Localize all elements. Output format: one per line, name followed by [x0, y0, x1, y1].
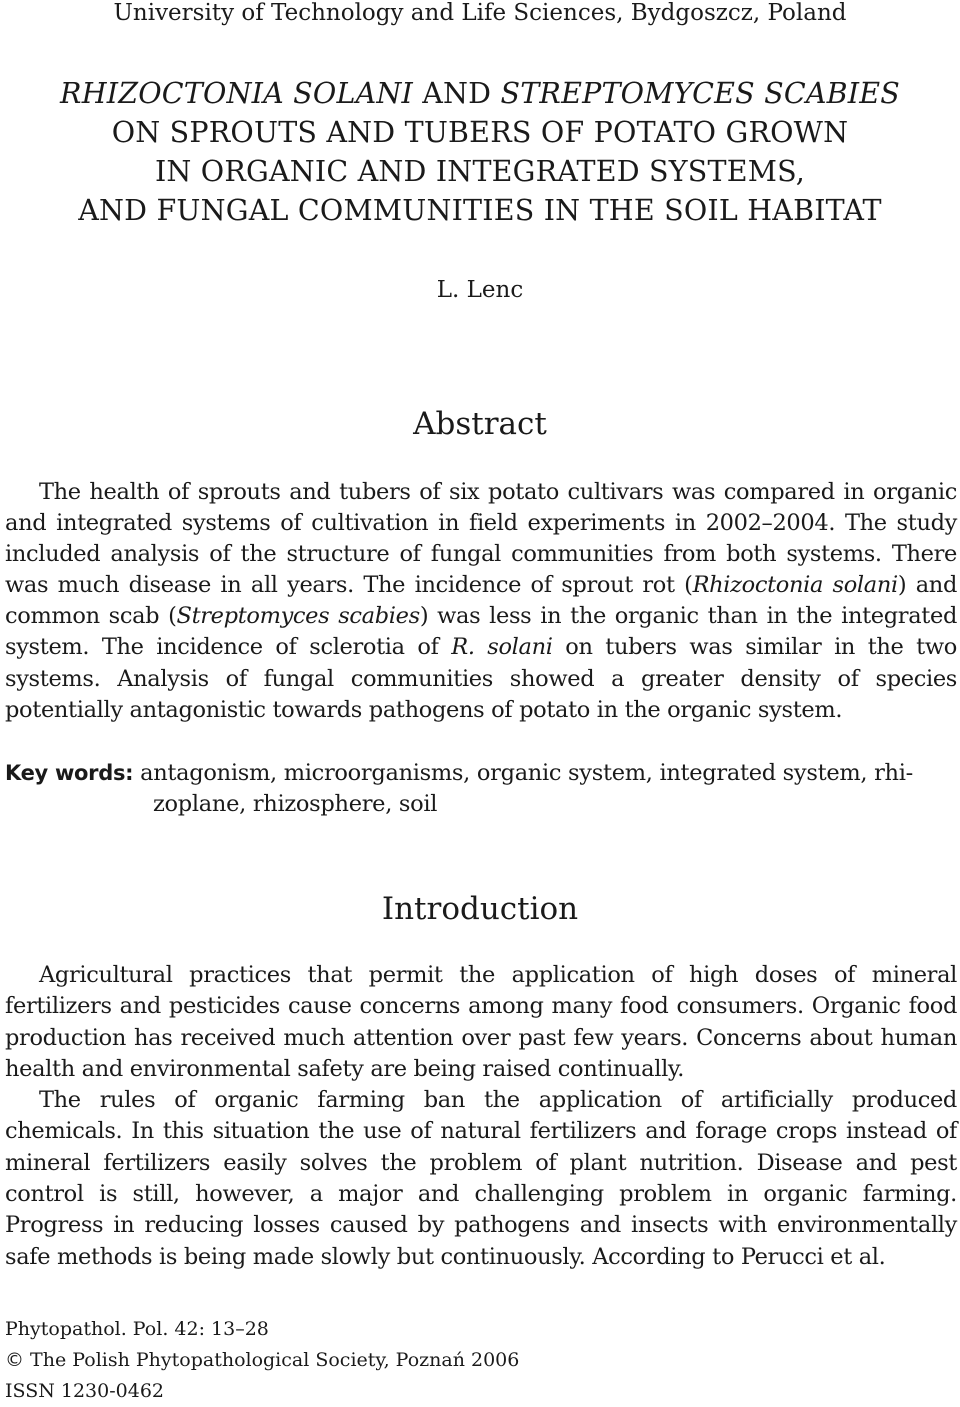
title-organism-2: STREPTOMYCES SCABIES: [500, 77, 900, 110]
issn: ISSN 1230-0462: [5, 1380, 164, 1402]
title-and: AND: [412, 77, 501, 110]
intro-paragraph-1: Agricultural practices that permit the application of high doses of mineral fertilizers and pesticides cause concerns among many food consumers. Organic food production has received much attention over past few years. Concerns about human health and environmental safety are being raised continually.: [5, 962, 957, 1082]
introduction-body: [5, 960, 957, 1273]
abstract-italic-3: R. solani: [451, 634, 553, 661]
keywords-label: Key words:: [5, 761, 134, 785]
footer: [5, 1314, 705, 1407]
copyright-icon: ©: [5, 1349, 24, 1371]
affiliation: University of Technology and Life Sciences, Bydgoszcz, Poland: [113, 0, 847, 26]
intro-paragraph-2: The rules of organic farming ban the application of artificially produced chemicals. In this situation the use of natural fertilizers and forage crops instead of mineral fertilizers easily solves the problem of plant nutrition. Disease and pest control is still, however, a major and challenging problem in organic farming. Progress in reducing losses caused by pathogens and insects with environmentally safe methods is being made slowly but continuously. According to Perucci et al.: [5, 1087, 957, 1270]
title-line-3: IN ORGANIC AND INTEGRATED SYSTEMS,: [154, 155, 806, 188]
keywords: [5, 758, 957, 820]
abstract-italic-2: Streptomyces scabies: [176, 603, 420, 630]
abstract-text-3: ) was less in the organic than in the integrated system. The incidence of sclerotia of: [5, 603, 957, 661]
abstract-text-4: on tubers was similar in the two systems. Analysis of fungal communities showed a greater density of species potentially antagonistic towards pathogens of potato in the organic system.: [5, 634, 957, 723]
title-line-1: [0, 74, 960, 113]
title-line-2: ON SPROUTS AND TUBERS OF POTATO GROWN: [111, 116, 849, 149]
abstract-text-1: The health of sprouts and tubers of six potato cultivars was compared in organic and integrated systems of cultivation in field experiments in 2002–2004. The study included analysis of the structure of fungal communities from both systems. There was much disease in all years. The incidence of sprout rot (: [5, 479, 957, 599]
title-line-4: AND FUNGAL COMMUNITIES IN THE SOIL HABITAT: [78, 194, 882, 227]
keywords-line-1: antagonism, microorganisms, organic system, integrated system, rhi-: [140, 760, 913, 786]
paper-title: [0, 74, 960, 230]
abstract-italic-1: Rhizoctonia solani: [692, 572, 898, 599]
copyright-text: The Polish Phytopathological Society, Poznań 2006: [30, 1349, 520, 1371]
author: L. Lenc: [436, 277, 524, 303]
abstract-body: [5, 477, 957, 726]
abstract-heading: Abstract: [413, 406, 547, 442]
abstract-text-2: ) and common scab (: [5, 572, 957, 630]
title-organism-1: RHIZOCTONIA SOLANI: [60, 77, 413, 110]
copyright-line: [5, 1345, 705, 1376]
journal-citation: Phytopathol. Pol. 42: 13–28: [5, 1318, 269, 1340]
keywords-line-2: zoplane, rhizosphere, soil: [153, 791, 438, 817]
introduction-heading: Introduction: [381, 891, 579, 927]
